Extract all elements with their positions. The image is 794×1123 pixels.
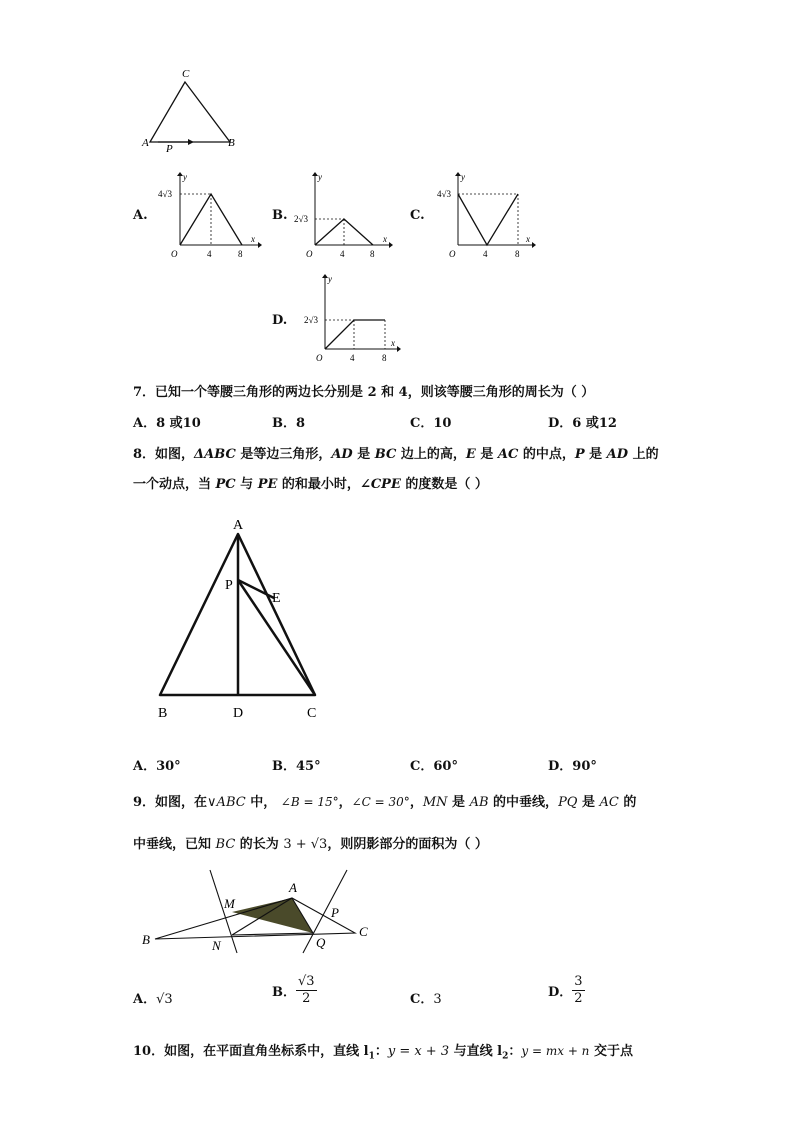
y-tick: 2√3 [304, 315, 318, 325]
q6-option-c-graph[interactable] [428, 170, 540, 262]
q9-option-d[interactable]: D． $\frac{3}{2}$ [548, 974, 583, 1006]
y-axis-label: y [183, 172, 187, 182]
label-a: A [142, 137, 149, 149]
q6-option-c-label[interactable]: C. [410, 208, 425, 223]
graph-line [458, 194, 518, 245]
triangle-abc [150, 82, 230, 142]
x-tick: 4 [350, 353, 355, 363]
label-n: N [212, 938, 221, 953]
q6-triangle-figure [130, 62, 250, 157]
x-tick: 8 [515, 249, 520, 259]
x-tick: 8 [238, 249, 243, 259]
y-axis-label: y [461, 172, 465, 182]
q8-stem-line1: 8．如图，ΔABC 是等边三角形，AD 是 BC 边上的高，E 是 AC 的中点，P 是 AD 上的 [133, 447, 659, 462]
graph-line [325, 320, 385, 349]
label-p: P [331, 905, 339, 920]
x-axis-label: x [251, 234, 255, 244]
label-c: C [359, 924, 368, 939]
x-axis-label: x [383, 234, 387, 244]
label-p: P [166, 143, 173, 155]
label-c: C [182, 68, 190, 80]
x-tick: 4 [207, 249, 212, 259]
y-axis-label: y [318, 172, 322, 182]
label-d: D [233, 706, 244, 721]
q9-option-a[interactable]: A．√3 [133, 992, 173, 1007]
q9-option-c[interactable]: C．3 [410, 992, 442, 1007]
label-q: Q [316, 935, 326, 950]
q7-option-c[interactable]: C．10 [410, 416, 452, 431]
label-c: C [307, 706, 317, 721]
q7-stem: 7．已知一个等腰三角形的两边长分别是 2 和 4，则该等腰三角形的周长为（ ） [133, 385, 595, 400]
q8-option-c[interactable]: C．60° [410, 759, 458, 774]
q6-option-b-label[interactable]: B. [272, 208, 288, 223]
q9-figure [140, 865, 380, 960]
y-tick: 4√3 [437, 189, 451, 199]
q10-stem: 10．如图，在平面直角坐标系中，直线 $l_1$：y = x + 3 与直线 $l_2$：y = mx + n 交于点 [133, 1044, 633, 1062]
label-b: B [158, 706, 168, 721]
label-b: B [142, 932, 150, 947]
q6-option-a-label[interactable]: A. [133, 208, 148, 223]
origin-label: O [449, 249, 456, 259]
arrow-head [188, 139, 194, 145]
q9-stem-line1: 9．如图，在∨ABC 中， ∠B = 15°，∠C = 30°，MN 是 AB 的中垂线，PQ 是 AC 的 [133, 795, 637, 810]
origin-label: O [316, 353, 323, 363]
triangle-abc [155, 898, 355, 939]
q6-option-d-graph[interactable] [295, 272, 407, 364]
q7-option-a[interactable]: A．8 或10 [133, 416, 201, 431]
x-axis-label: x [526, 234, 530, 244]
label-p: P [225, 578, 233, 593]
q7-option-d[interactable]: D．6 或12 [548, 416, 617, 431]
x-tick: 4 [340, 249, 345, 259]
x-axis-label: x [391, 338, 395, 348]
label-e: E [272, 591, 281, 606]
q8-stem-line2: 一个动点，当 PC 与 PE 的和最小时，∠CPE 的度数是（ ） [133, 477, 488, 492]
x-tick: 8 [382, 353, 387, 363]
origin-label: O [306, 249, 313, 259]
q8-figure [150, 512, 335, 724]
y-tick: 2√3 [294, 214, 308, 224]
q7-option-b[interactable]: B．8 [272, 416, 306, 431]
x-tick: 4 [483, 249, 488, 259]
q8-option-b[interactable]: B．45° [272, 759, 321, 774]
q6-option-d-label[interactable]: D. [272, 313, 288, 328]
y-axis-label: y [328, 274, 332, 284]
origin-label: O [171, 249, 178, 259]
y-tick: 4√3 [158, 189, 172, 199]
q6-option-b-graph[interactable] [285, 170, 397, 262]
q8-option-d[interactable]: D．90° [548, 759, 597, 774]
q9-option-b[interactable]: B． $\frac{√3}{2}$ [272, 974, 315, 1006]
label-a: A [233, 518, 244, 533]
q8-option-a[interactable]: A．30° [133, 759, 181, 774]
q6-option-a-graph[interactable] [150, 170, 262, 262]
label-b: B [228, 137, 235, 149]
label-m: M [224, 896, 235, 911]
x-tick: 8 [370, 249, 375, 259]
q9-stem-line2: 中垂线，已知 BC 的长为 3 + √3，则阴影部分的面积为（ ） [133, 837, 488, 852]
label-a: A [289, 880, 297, 895]
